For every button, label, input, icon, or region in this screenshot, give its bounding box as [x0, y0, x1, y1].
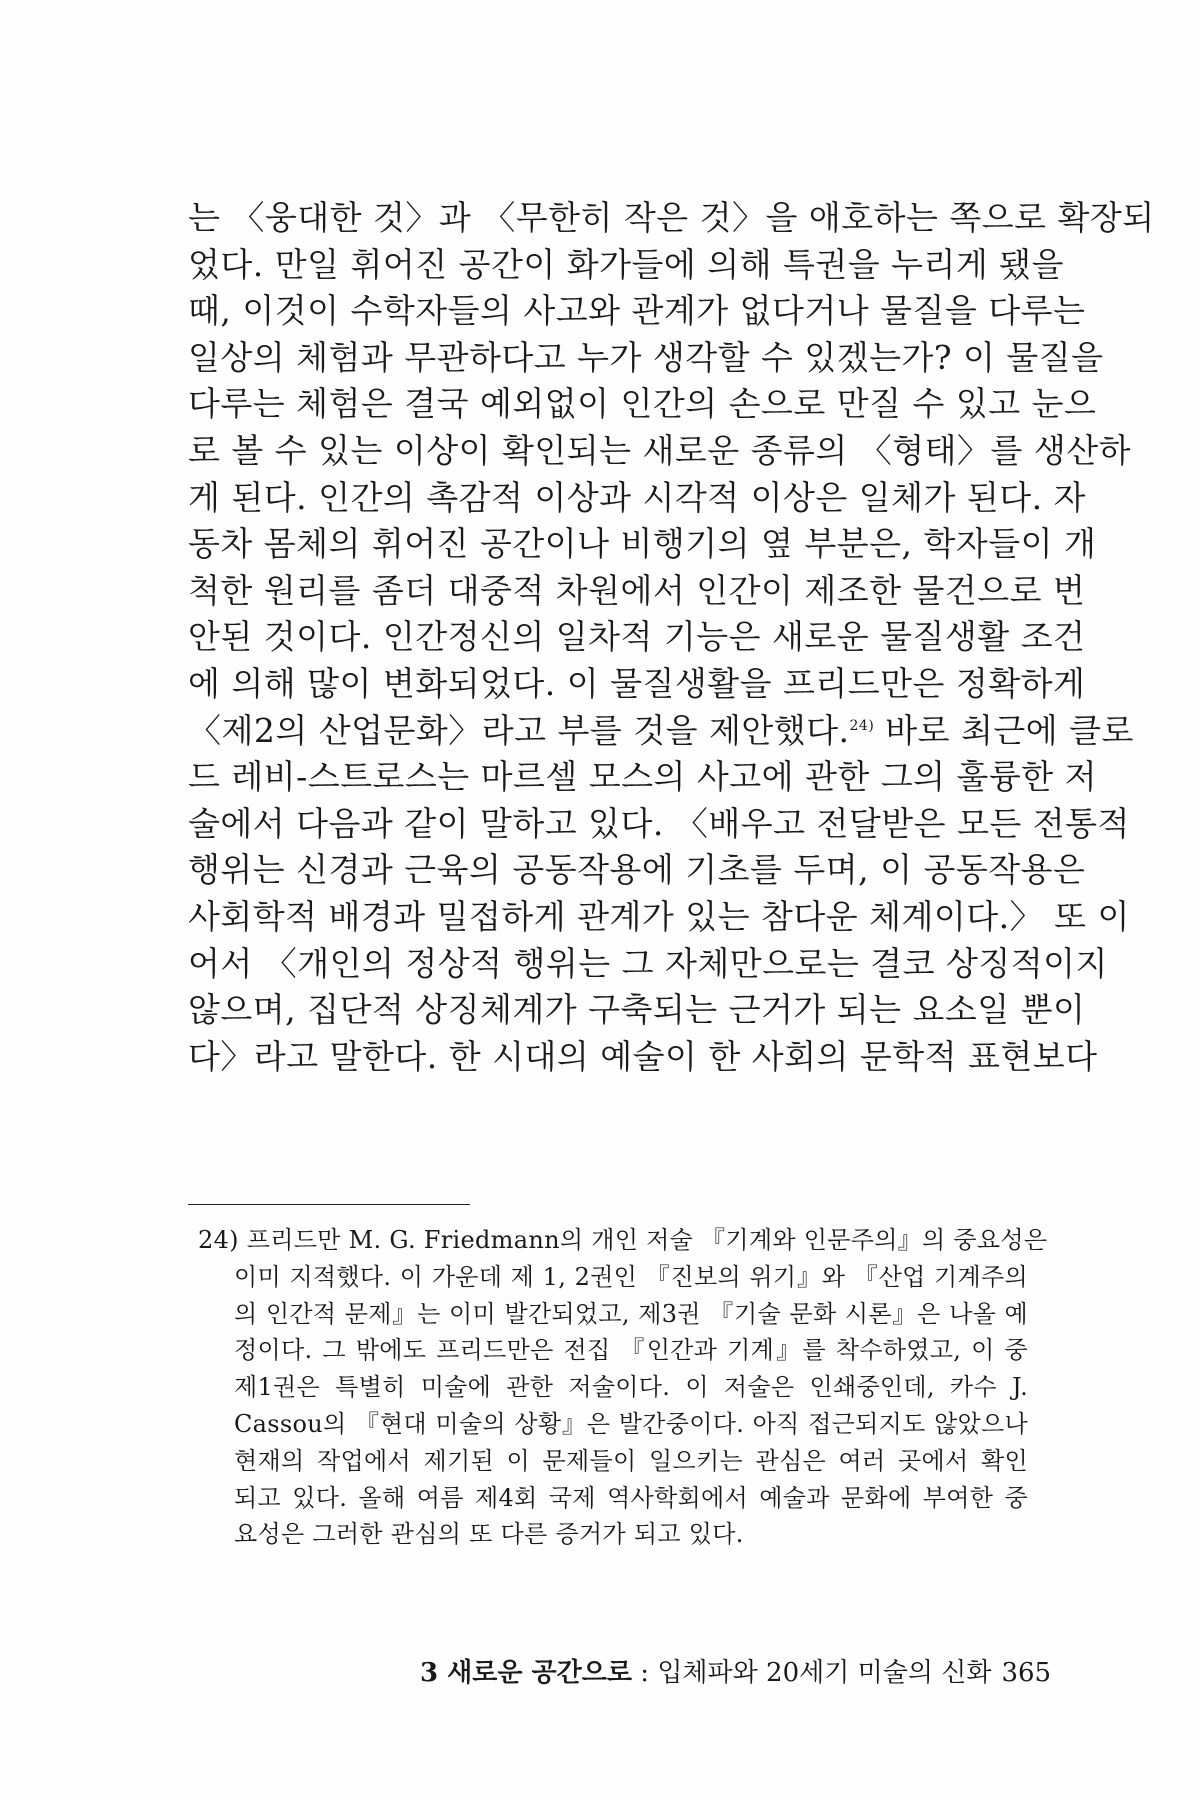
footnote-line: 요성은 그러한 관심의 또 다른 증거가 되고 있다. — [234, 1520, 744, 1549]
body-line: 드 레비-스트로스는 마르셀 모스의 사고에 관한 그의 훌륭한 저 — [188, 757, 1098, 797]
footnote-line: 정이다. 그 밖에도 프리드만은 전집 『인간과 기계』를 착수하였고, 이 중 — [234, 1336, 1028, 1365]
body-line: 사회학적 배경과 밀접하게 관계가 있는 참다운 체계이다.〉 또 이 — [188, 896, 1130, 936]
body-line: 로 볼 수 있는 이상이 확인되는 새로운 종류의 〈형태〉를 생산하 — [188, 430, 1131, 470]
page-number: 365 — [1001, 1658, 1052, 1688]
body-line: 었다. 만일 휘어진 공간이 화가들에 의해 특권을 누리게 됐을 — [188, 244, 1064, 284]
footnote-line: 현재의 작업에서 제기된 이 문제들이 일으키는 관심은 여러 곳에서 확인 — [234, 1446, 1028, 1475]
footer-separator: : — [632, 1658, 658, 1688]
footnote-divider — [188, 1204, 470, 1205]
body-line: 다〉라고 말한다. 한 시대의 예술이 한 사회의 문학적 표현보다 — [188, 1036, 1098, 1076]
body-line: 어서 〈개인의 정상적 행위는 그 자체만으로는 결코 상징적이지 — [188, 943, 1108, 983]
footnote-line: 되고 있다. 올해 여름 제4회 국제 역사학회에서 예술과 문화에 부여한 중 — [234, 1483, 1028, 1512]
body-line-with-note-ref — [188, 708, 1134, 755]
footnote-line: 24) 프리드만 M. G. Friedmann의 개인 저술 『기계와 인문주의』의 중요성은 — [198, 1226, 1048, 1254]
body-line: 않으며, 집단적 상징체계가 구축되는 근거가 되는 요소일 뿐이 — [188, 990, 1086, 1030]
body-line: 때, 이것이 수학자들의 사고와 관계가 없다거나 물질을 다루는 — [188, 291, 1086, 331]
body-line: 다루는 체험은 결국 예외없이 인간의 손으로 만질 수 있고 눈으 — [188, 384, 1097, 424]
body-line: 일상의 체험과 무관하다고 누가 생각할 수 있겠는가? 이 물질을 — [188, 337, 1104, 377]
body-line: 안된 것이다. 인간정신의 일차적 기능은 새로운 물질생활 조건 — [188, 617, 1086, 657]
footnote-line: Cassou의 『현대 미술의 상황』은 발간중이다. 아직 접근되지도 않았으나 — [234, 1409, 1028, 1438]
body-line: 게 된다. 인간의 촉감적 이상과 시각적 이상은 일체가 된다. 자 — [188, 477, 1086, 517]
body-line: 는 〈웅대한 것〉과 〈무한히 작은 것〉을 애호하는 쪽으로 확장되 — [188, 198, 1155, 237]
body-line: 척한 원리를 좀더 대중적 차원에서 인간이 제조한 물건으로 번 — [188, 570, 1086, 610]
chapter-title: 3 새로운 공간으로 — [420, 1658, 633, 1688]
footnote-line: 의 인간적 문제』는 이미 발간되었고, 제3권 『기술 문화 시론』은 나올 예 — [234, 1299, 1028, 1328]
footnote-line: 이미 지적했다. 이 가운데 제 1, 2권인 『진보의 위기』와 『산업 기계주의 — [234, 1262, 1028, 1291]
running-footer — [420, 1656, 1052, 1690]
body-line-text: 바로 최근에 클로 — [874, 710, 1134, 750]
footnote-reference: 24) — [849, 717, 875, 734]
body-line: 에 의해 많이 변화되었다. 이 물질생활을 프리드만은 정확하게 — [188, 663, 1086, 703]
body-text — [188, 195, 1155, 1080]
book-subtitle: 입체파와 20세기 미술의 신화 — [657, 1658, 992, 1688]
body-line: 행위는 신경과 근육의 공동작용에 기초를 두며, 이 공동작용은 — [188, 850, 1086, 890]
body-line-text: 〈제2의 산업문화〉라고 부를 것을 제안했다. — [188, 710, 850, 750]
body-line: 동차 몸체의 휘어진 공간이나 비행기의 옆 부분은, 학자들이 개 — [188, 524, 1097, 564]
body-line: 술에서 다음과 같이 말하고 있다. 〈배우고 전달받은 모든 전통적 — [188, 803, 1130, 843]
footnote-block — [188, 1222, 1048, 1553]
footnote-line: 제1권은 특별히 미술에 관한 저술이다. 이 저술은 인쇄중인데, 카수 J. — [234, 1373, 1028, 1402]
